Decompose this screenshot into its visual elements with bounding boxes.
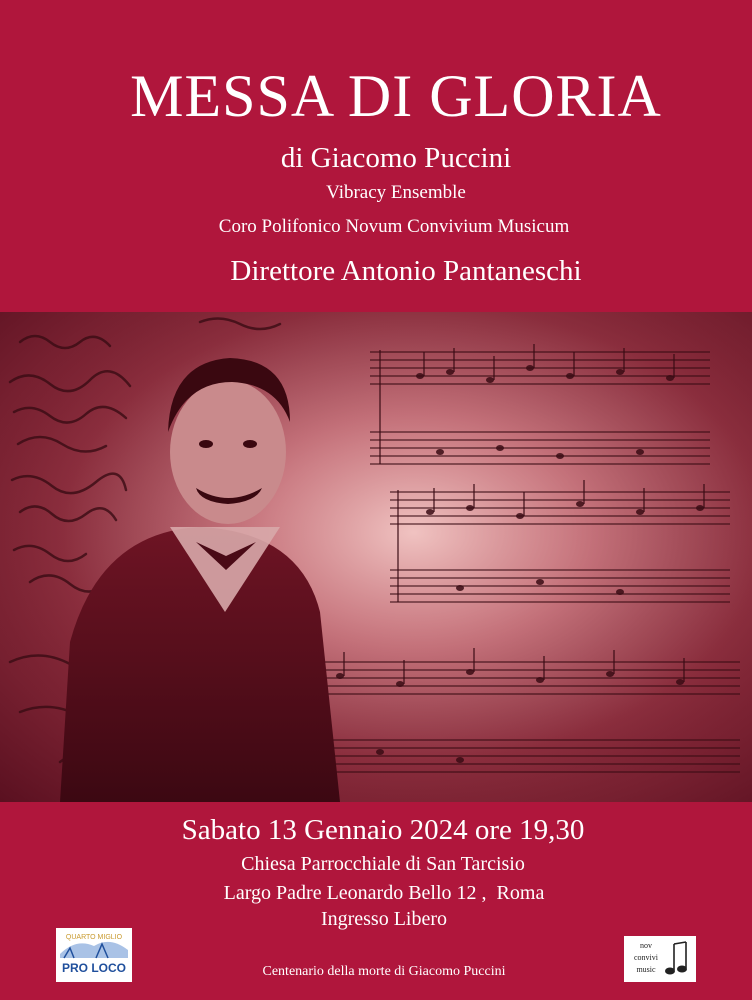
logo-right-line3: music	[636, 965, 656, 974]
music-logo	[624, 936, 696, 982]
logo-right-line1: nov	[640, 941, 652, 950]
centenary-note: Centenario della morte di Giacomo Puccini	[262, 964, 506, 979]
composer-line: di Giacomo Puccini	[280, 142, 512, 174]
entry-info: Ingresso Libero	[320, 908, 448, 930]
director-line: Direttore Antonio Pantaneschi	[230, 255, 582, 287]
event-date: Sabato 13 Gennaio 2024 ore 19,30	[181, 814, 585, 846]
event-address: Largo Padre Leonardo Bello 12 , Roma	[223, 882, 545, 904]
logo-left-line1: QUARTO MIGLIO	[65, 934, 123, 941]
music-note-logo-icon	[624, 936, 696, 982]
pro-loco-logo-icon	[56, 928, 132, 982]
choir-line: Coro Polifonico Novum Convivium Musicum	[218, 216, 570, 237]
pro-loco-logo	[56, 928, 132, 982]
manuscript-illustration	[0, 312, 752, 802]
logo-right-line2: convivi	[634, 953, 658, 962]
poster-title: MESSA DI GLORIA	[130, 63, 662, 129]
ensemble-line: Vibracy Ensemble	[326, 182, 466, 203]
composer-portrait-image	[0, 312, 752, 802]
event-venue: Chiesa Parrocchiale di San Tarcisio	[241, 853, 525, 875]
poster-header	[0, 0, 752, 312]
logo-left-line2: PRO LOCO	[61, 961, 127, 975]
